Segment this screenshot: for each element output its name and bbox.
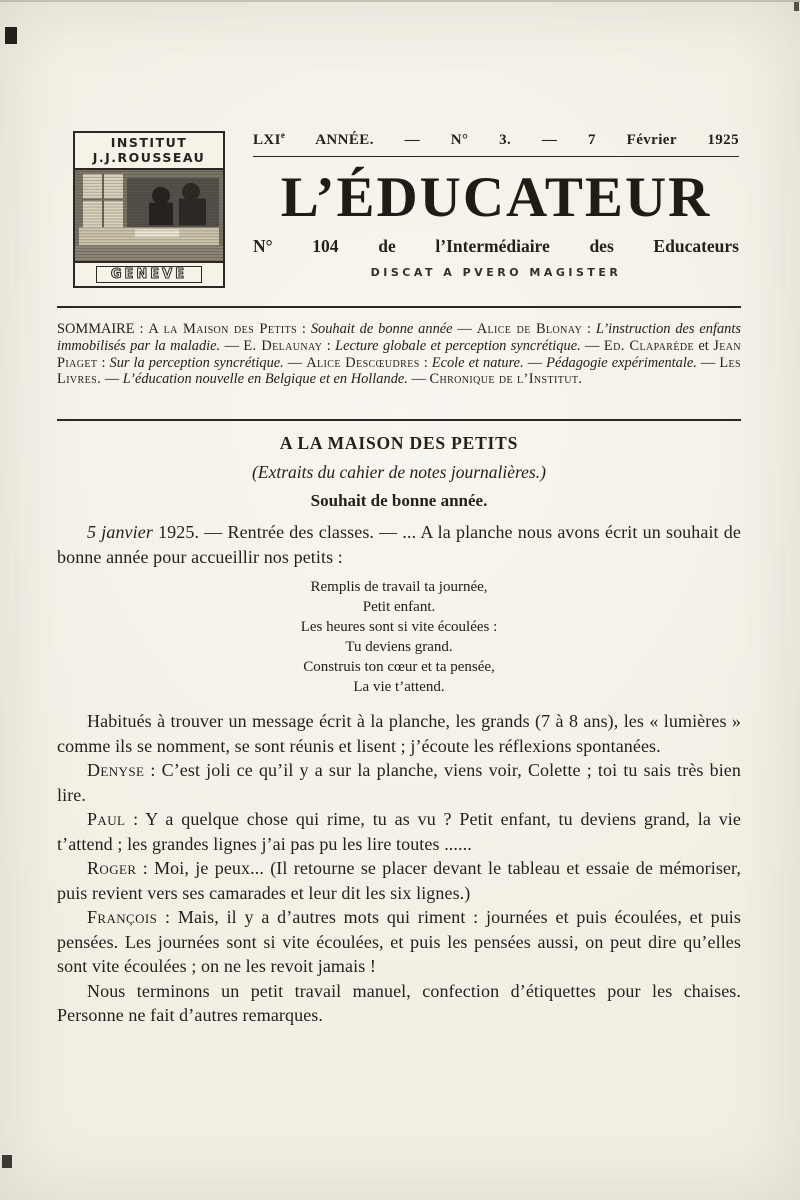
article bbox=[57, 433, 741, 1028]
paragraph-closing: Nous terminons un petit travail manuel, confection d’étiquettes pour les chaises. Personne ne fait d’autres remarques. bbox=[57, 980, 741, 1025]
scan-artifact bbox=[0, 0, 800, 2]
paragraph-habitues: Habitués à trouver un message écrit à la planche, les grands (7 à 8 ans), les « lumières » comme ils se nomment, se sont réunis et lisent ; j’écoute les réflexions spontanées. bbox=[57, 711, 741, 756]
scan-artifact bbox=[5, 27, 17, 44]
institute-name-line1: INSTITUT bbox=[110, 135, 188, 150]
issue-line: LXIe ANNÉE. — N° 3. — 7 Février 1925 bbox=[253, 130, 739, 157]
article-title: A LA MAISON DES PETITS bbox=[279, 433, 519, 453]
institute-name bbox=[75, 133, 223, 170]
journal-title: L’ÉDUCATEUR bbox=[280, 166, 712, 229]
scan-artifact bbox=[794, 2, 799, 11]
section-title: Souhait de bonne année. bbox=[310, 491, 488, 510]
article-subtitle: (Extraits du cahier de notes journalières.) bbox=[252, 462, 546, 482]
journal-subtitle: N° 104 de l’Intermédiaire des Educateurs bbox=[253, 236, 739, 257]
institute-name-line2: J.J.ROUSSEAU bbox=[92, 150, 206, 165]
journal-motto: DISCAT A PVERO MAGISTER bbox=[370, 266, 622, 280]
paragraph-roger: Roger : Moi, je peux... (Il retourne se placer devant le tableau et essaie de mémoriser, puis revient vers ses camarades et leur dit les six lignes.) bbox=[57, 858, 741, 903]
paragraph-denyse: Denyse : C’est joli ce qu’il y a sur la planche, viens voir, Colette ; toi tu sais très bien lire. bbox=[57, 760, 741, 805]
institute-city bbox=[75, 261, 223, 286]
paragraph-francois: François : Mais, il y a d’autres mots qui riment : journées et puis écoulées, et puis pensées. Les journées sont si vite écoulées, et puis les pensées aussi, on peut dire qu’elles sont vite écoulées ; on ne les revoit jamais ! bbox=[57, 907, 741, 976]
paragraph-paul: Paul : Y a quelque chose qui rime, tu as vu ? Petit enfant, tu deviens grand, la vie t’attend ; les grandes lignes j’ai pas pu les lire toutes ...... bbox=[57, 809, 741, 854]
scan-artifact bbox=[2, 1155, 12, 1168]
divider-rule bbox=[57, 419, 741, 421]
institute-city-label: GENEVE bbox=[96, 266, 202, 283]
masthead bbox=[253, 130, 739, 279]
summary-paragraph: SOMMAIRE : A la Maison des Petits : Souhait de bonne année — Alice de Blonay : L’instruction des enfants immobilisés par la maladie. — E. Delaunay : Lecture globale et perception syncrétique. — Ed. Claparède et Jean Piaget : Sur la perception syncrétique. — Alice Descœudres : Ecole et nature. — Pédagogie expérimentale. — Les Livres. — L’éducation nouvelle en Belgique et en Hollande. — Chronique de l’Institut. bbox=[57, 321, 742, 388]
divider-rule bbox=[57, 306, 741, 308]
paragraph-intro: 5 janvier 1925. — Rentrée des classes. — ... A la planche nous avons écrit un souhait de bonne année pour accueillir nos petits : bbox=[57, 522, 741, 567]
institute-engraving-illustration bbox=[75, 170, 223, 261]
institute-logo bbox=[73, 131, 225, 288]
poem: Remplis de travail ta journée, Petit enfant. Les heures sont si vite écoulées : Tu deviens grand. Construis ton cœur et ta pensée, La vie t’attend. bbox=[300, 579, 498, 695]
